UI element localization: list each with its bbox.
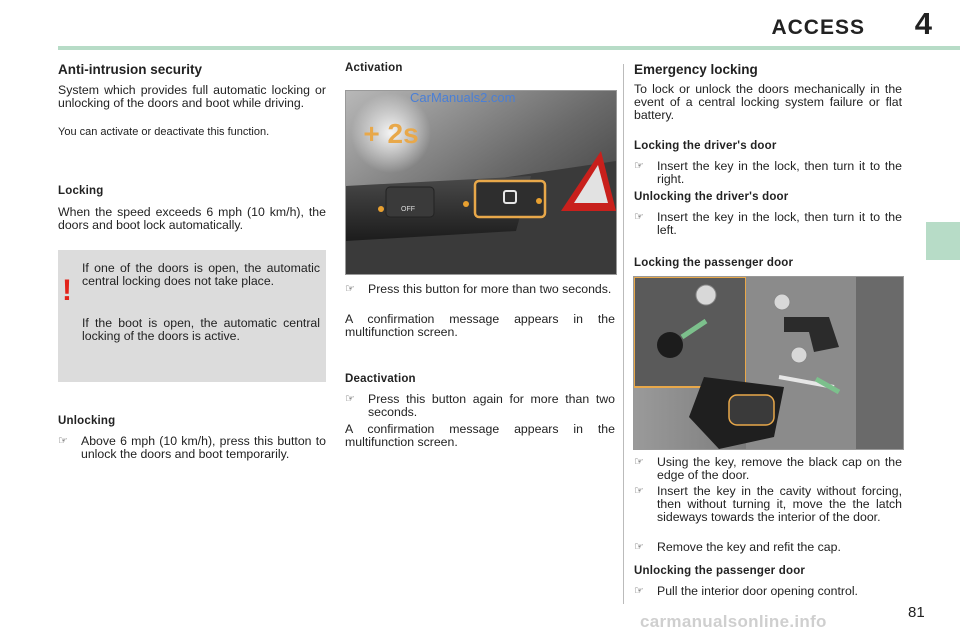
pointing-hand-icon: ☞: [634, 456, 644, 468]
locking-title: Locking: [58, 185, 104, 197]
lock-passenger-title: Locking the passenger door: [634, 257, 794, 269]
unlock-driver-bullet: ☞ Insert the key in the lock, then turn it to the left.: [634, 210, 902, 237]
footer-site: carmanualsonline.info: [640, 612, 827, 631]
pass-bullet-1: ☞ Using the key, remove the black cap on the edge of the door.: [634, 455, 902, 482]
dashboard-button-photo: [345, 90, 617, 275]
pointing-hand-icon: ☞: [58, 435, 68, 447]
pointing-hand-icon: ☞: [634, 585, 644, 597]
emergency-intro: To lock or unlock the doors mechanically in the event of a central locking system failure or flat battery.: [634, 82, 902, 122]
pointing-hand-icon: ☞: [634, 541, 644, 553]
warning-text-1: If one of the doors is open, the automatic central locking does not take place.: [82, 261, 320, 288]
chapter-title: ACCESS: [771, 16, 865, 39]
lock-driver-title: Locking the driver's door: [634, 140, 777, 152]
activation-bullet: ☞ Press this button for more than two seconds.: [345, 282, 612, 296]
page-number: 81: [908, 604, 925, 621]
chapter-side-tab: [926, 222, 960, 260]
pointing-hand-icon: ☞: [345, 393, 355, 405]
header-rule: [58, 46, 960, 50]
off-label: OFF: [401, 206, 415, 213]
locking-text: When the speed exceeds 6 mph (10 km/h), the doors and boot lock automatically.: [58, 205, 326, 232]
section-heading-emergency: Emergency locking: [634, 62, 758, 77]
section-heading-anti-intrusion: Anti-intrusion security: [58, 62, 203, 77]
pass-bullet-3: ☞ Remove the key and refit the cap.: [634, 540, 841, 554]
pass-bullet-2: ☞ Insert the key in the cavity without forcing, then without turning it, move the the latch sideways towards the interior of the door.: [634, 484, 902, 524]
chapter-number: 4: [914, 6, 932, 41]
door-latch-photo: [633, 276, 904, 450]
unlock-passenger-bullet: ☞ Pull the interior door opening control.: [634, 584, 858, 598]
column-divider: [623, 64, 624, 604]
anti-intrusion-note: You can activate or deactivate this function.: [58, 126, 270, 138]
activation-confirm: A confirmation message appears in the multifunction screen.: [345, 312, 615, 339]
watermark: CarManuals2.com: [410, 90, 516, 105]
pointing-hand-icon: ☞: [345, 283, 355, 295]
warning-text-2: If the boot is open, the automatic central locking of the doors is active.: [82, 316, 320, 343]
deactivation-title: Deactivation: [345, 373, 416, 385]
deactivation-confirm: A confirmation message appears in the multifunction screen.: [345, 422, 615, 449]
lock-driver-bullet: ☞ Insert the key in the lock, then turn it to the right.: [634, 159, 902, 186]
pointing-hand-icon: ☞: [634, 485, 644, 497]
unlock-driver-title: Unlocking the driver's door: [634, 191, 789, 203]
pointing-hand-icon: ☞: [634, 211, 644, 223]
anti-intrusion-intro: System which provides full automatic locking or unlocking of the doors and boot while driving.: [58, 83, 326, 110]
unlock-passenger-title: Unlocking the passenger door: [634, 565, 806, 577]
warning-exclamation-icon: !: [62, 274, 72, 307]
activation-title: Activation: [345, 62, 403, 74]
unlocking-bullet: ☞ Above 6 mph (10 km/h), press this button to unlock the doors and boot temporarily.: [58, 434, 326, 461]
pointing-hand-icon: ☞: [634, 160, 644, 172]
plus-2s-label: + 2s: [363, 118, 419, 149]
unlocking-title: Unlocking: [58, 415, 116, 427]
deactivation-bullet: ☞ Press this button again for more than two seconds.: [345, 392, 615, 419]
